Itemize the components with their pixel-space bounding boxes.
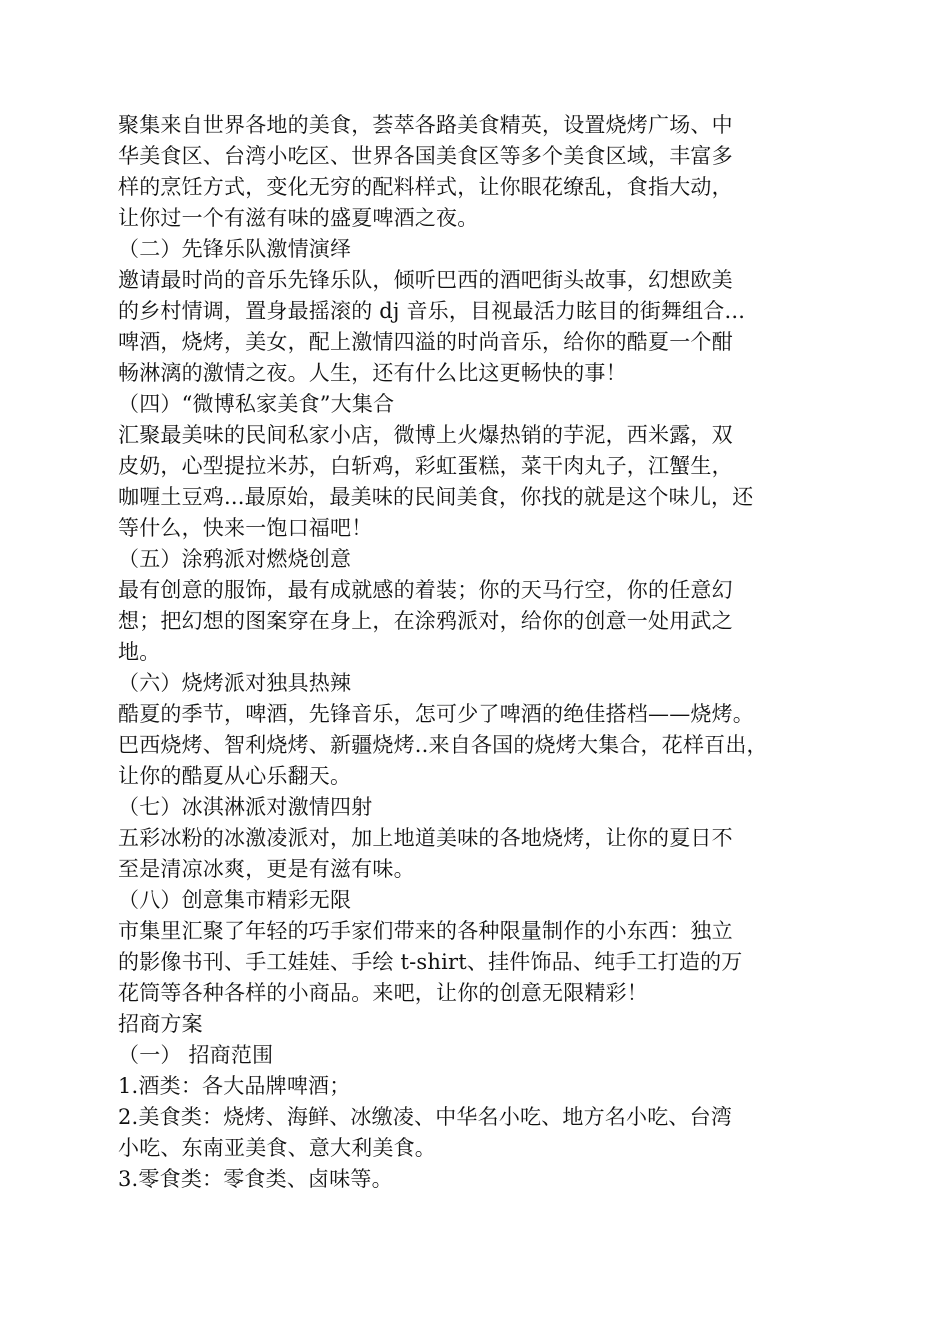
body-text-line: 的乡村情调，置身最摇滚的 dj 音乐，目视最活力眩目的街舞组合... [118, 299, 746, 323]
body-text-line: 汇聚最美味的民间私家小店，微博上火爆热销的芋泥，西米露，双 [118, 423, 733, 447]
body-text-line: 啤酒，烧烤，美女，配上激情四溢的时尚音乐，给你的酷夏一个酣 [118, 330, 733, 354]
body-text-line: 让你的酷夏从心乐翻天。 [118, 764, 352, 788]
section-heading: 招商方案 [118, 1012, 203, 1036]
section-heading: （八）创意集市精彩无限 [118, 888, 352, 912]
body-text-line: 皮奶，心型提拉米苏，白斩鸡，彩虹蛋糕，菜干肉丸子，江蟹生， [118, 454, 733, 478]
section-heading: （二）先锋乐队激情演绎 [118, 237, 352, 261]
body-text-line: 至是清凉冰爽，更是有滋有味。 [118, 857, 415, 881]
list-item: 3.零食类：零食类、卤味等。 [118, 1167, 393, 1191]
list-item: 2.美食类：烧烤、海鲜、冰缴凌、中华名小吃、地方名小吃、台湾 [118, 1105, 733, 1129]
body-text-line: 最有创意的服饰，最有成就感的着装；你的天马行空，你的任意幻 [118, 578, 733, 602]
body-text-line: 巴西烧烤、智利烧烤、新疆烧烤..来自各国的烧烤大集合，花样百出， [118, 733, 768, 757]
body-text-line: 五彩冰粉的冰激凌派对，加上地道美味的各地烧烤，让你的夏日不 [118, 826, 733, 850]
section-heading: （一） 招商范围 [118, 1043, 274, 1067]
section-heading: （七）冰淇淋派对激情四射 [118, 795, 373, 819]
list-item: 小吃、东南亚美食、意大利美食。 [118, 1136, 436, 1160]
body-text-line: 酷夏的季节，啤酒，先锋音乐，怎可少了啤酒的绝佳搭档——烧烤。 [118, 702, 754, 726]
list-item: 1.酒类：各大品牌啤酒； [118, 1074, 351, 1098]
body-text-line: 花筒等各种各样的小商品。来吧，让你的创意无限精彩！ [118, 981, 648, 1005]
body-text-line: 华美食区、台湾小吃区、世界各国美食区等多个美食区域，丰富多 [118, 144, 733, 168]
body-text-line: 地。 [118, 640, 161, 664]
body-text-line: 畅淋漓的激情之夜。人生，还有什么比这更畅快的事！ [118, 361, 627, 385]
body-text-line: 邀请最时尚的音乐先锋乐队，倾听巴西的酒吧街头故事，幻想欧美 [118, 268, 733, 292]
section-heading: （四）“微博私家美食”大集合 [118, 392, 395, 416]
body-text-line: 想；把幻想的图案穿在身上，在涂鸦派对，给你的创意一处用武之 [118, 609, 733, 633]
body-text-line: 样的烹饪方式，变化无穷的配料样式，让你眼花缭乱，食指大动， [118, 175, 733, 199]
body-text-line: 咖喱土豆鸡...最原始，最美味的民间美食，你找的就是这个味儿，还 [118, 485, 754, 509]
body-text-line: 的影像书刊、手工娃娃、手绘 t-shirt、挂件饰品、纯手工打造的万 [118, 950, 743, 974]
body-text-line: 等什么，快来一饱口福吧！ [118, 516, 373, 540]
section-heading: （五）涂鸦派对燃烧创意 [118, 547, 352, 571]
body-text-line: 聚集来自世界各地的美食，荟萃各路美食精英，设置烧烤广场、中 [118, 113, 733, 137]
section-heading: （六）烧烤派对独具热辣 [118, 671, 352, 695]
body-text-line: 市集里汇聚了年轻的巧手家们带来的各种限量制作的小东西：独立 [118, 919, 733, 943]
body-text-line: 让你过一个有滋有味的盛夏啤酒之夜。 [118, 206, 479, 230]
